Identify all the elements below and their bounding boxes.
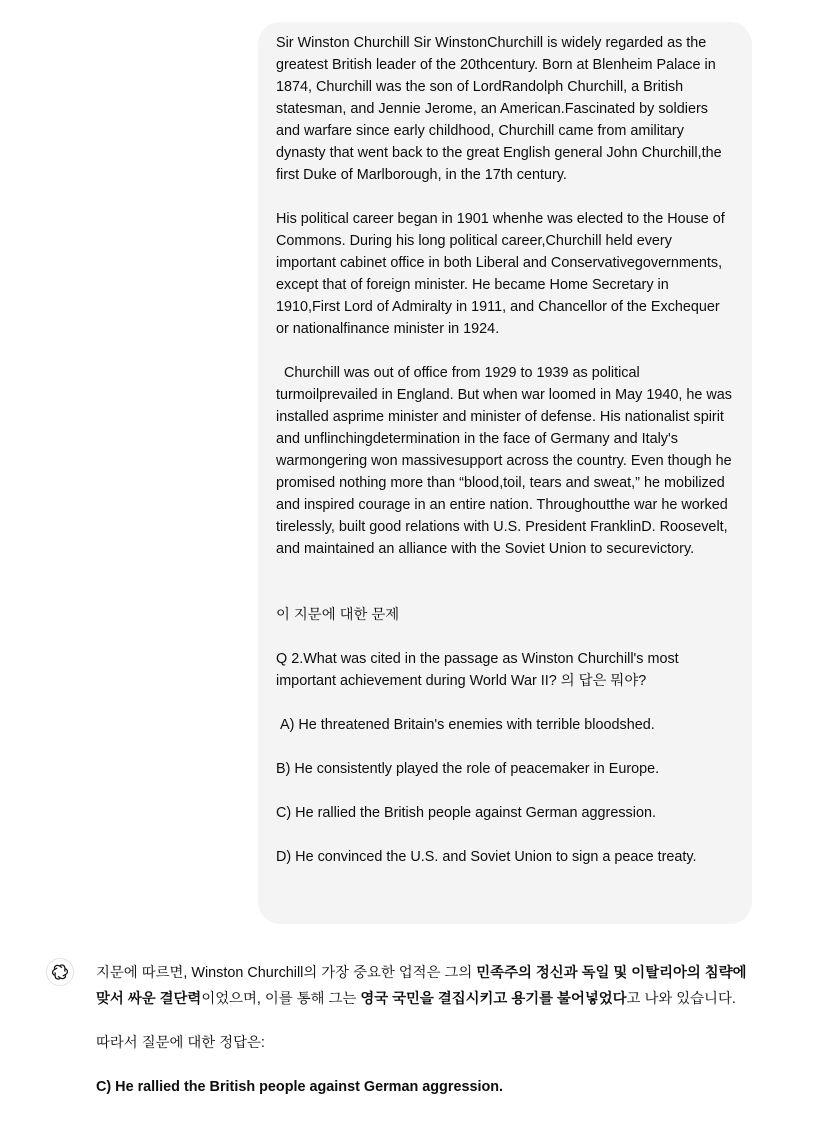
option-d: D) He convinced the U.S. and Soviet Union to sign a peace treaty. bbox=[276, 849, 697, 865]
question-intro: 이 지문에 대한 문제 bbox=[276, 607, 400, 623]
option-c: C) He rallied the British people against German aggression. bbox=[276, 805, 656, 821]
p1-text-1: 지문에 따르면, Winston Churchill의 가장 중요한 업적은 그의 bbox=[96, 965, 477, 981]
passage-paragraph-1: Sir Winston Churchill Sir WinstonChurchill is widely regarded as the greatest British leader of the 20thcentury. Born at Blenheim Palace in 1874, Churchill was the son of LordRandolph Churchill, a British statesman, and Jennie Jerome, an American.Fascinated by soldiers and warfare since early childhood, Churchill came from amilitary dynasty that went back to the great English general John Churchill,the first Duke of Marlborough, in the 17th century. bbox=[276, 35, 726, 183]
assistant-paragraph-2: 따라서 질문에 대한 정답은: bbox=[96, 1035, 265, 1051]
p1-bold-1: 민족주의 정신과 독일 및 이탈리아의 침략에 맞서 싸운 결단력 bbox=[96, 965, 747, 1007]
assistant-answer bbox=[96, 1074, 760, 1100]
user-message-bubble bbox=[258, 22, 752, 924]
passage-paragraph-2: His political career began in 1901 whenhe was elected to the House of Commons. During his long political career,Churchill held every important cabinet office in both Liberal and Conservativegovernments, except that of foreign minister. He became Home Secretary in 1910,First Lord of Admiralty in 1911, and Chancellor of the Exchequer or nationalfinance minister in 1924. bbox=[276, 211, 729, 337]
passage-paragraph-3: Churchill was out of office from 1929 to 1939 as political turmoilprevailed in England. But when war loomed in May 1940, he was installed asprime minister and minister of defense. His nationalist spirit and unflinchingdetermination in the face of Germany and Italy's warmongering won massivesupport across the country. Even though he promised nothing more than “blood,toil, tears and sweat,” he mobilized and inspired courage in an entire nation. Throughoutthe war he worked tirelessly, built good relations with U.S. President FranklinD. Roosevelt, and maintained an alliance with the Soviet Union to securevictory. bbox=[276, 365, 736, 557]
p1-text-2: 이었으며, 이를 통해 그는 bbox=[201, 991, 361, 1007]
option-b: B) He consistently played the role of peacemaker in Europe. bbox=[276, 761, 660, 777]
answer-text: C) He rallied the British people against German aggression. bbox=[96, 1079, 504, 1095]
p1-bold-2: 영국 국민을 결집시키고 용기를 불어넣었다 bbox=[360, 991, 627, 1007]
assistant-paragraph-1 bbox=[96, 960, 760, 1012]
p1-text-3: 고 나와 있습니다. bbox=[626, 991, 736, 1007]
question-text: Q 2.What was cited in the passage as Winston Churchill's most important achievement during World War II? 의 답은 뭐야? bbox=[276, 651, 683, 689]
openai-logo-icon bbox=[46, 958, 74, 986]
assistant-message-body bbox=[96, 960, 760, 1100]
option-a: A) He threatened Britain's enemies with terrible bloodshed. bbox=[276, 717, 655, 733]
